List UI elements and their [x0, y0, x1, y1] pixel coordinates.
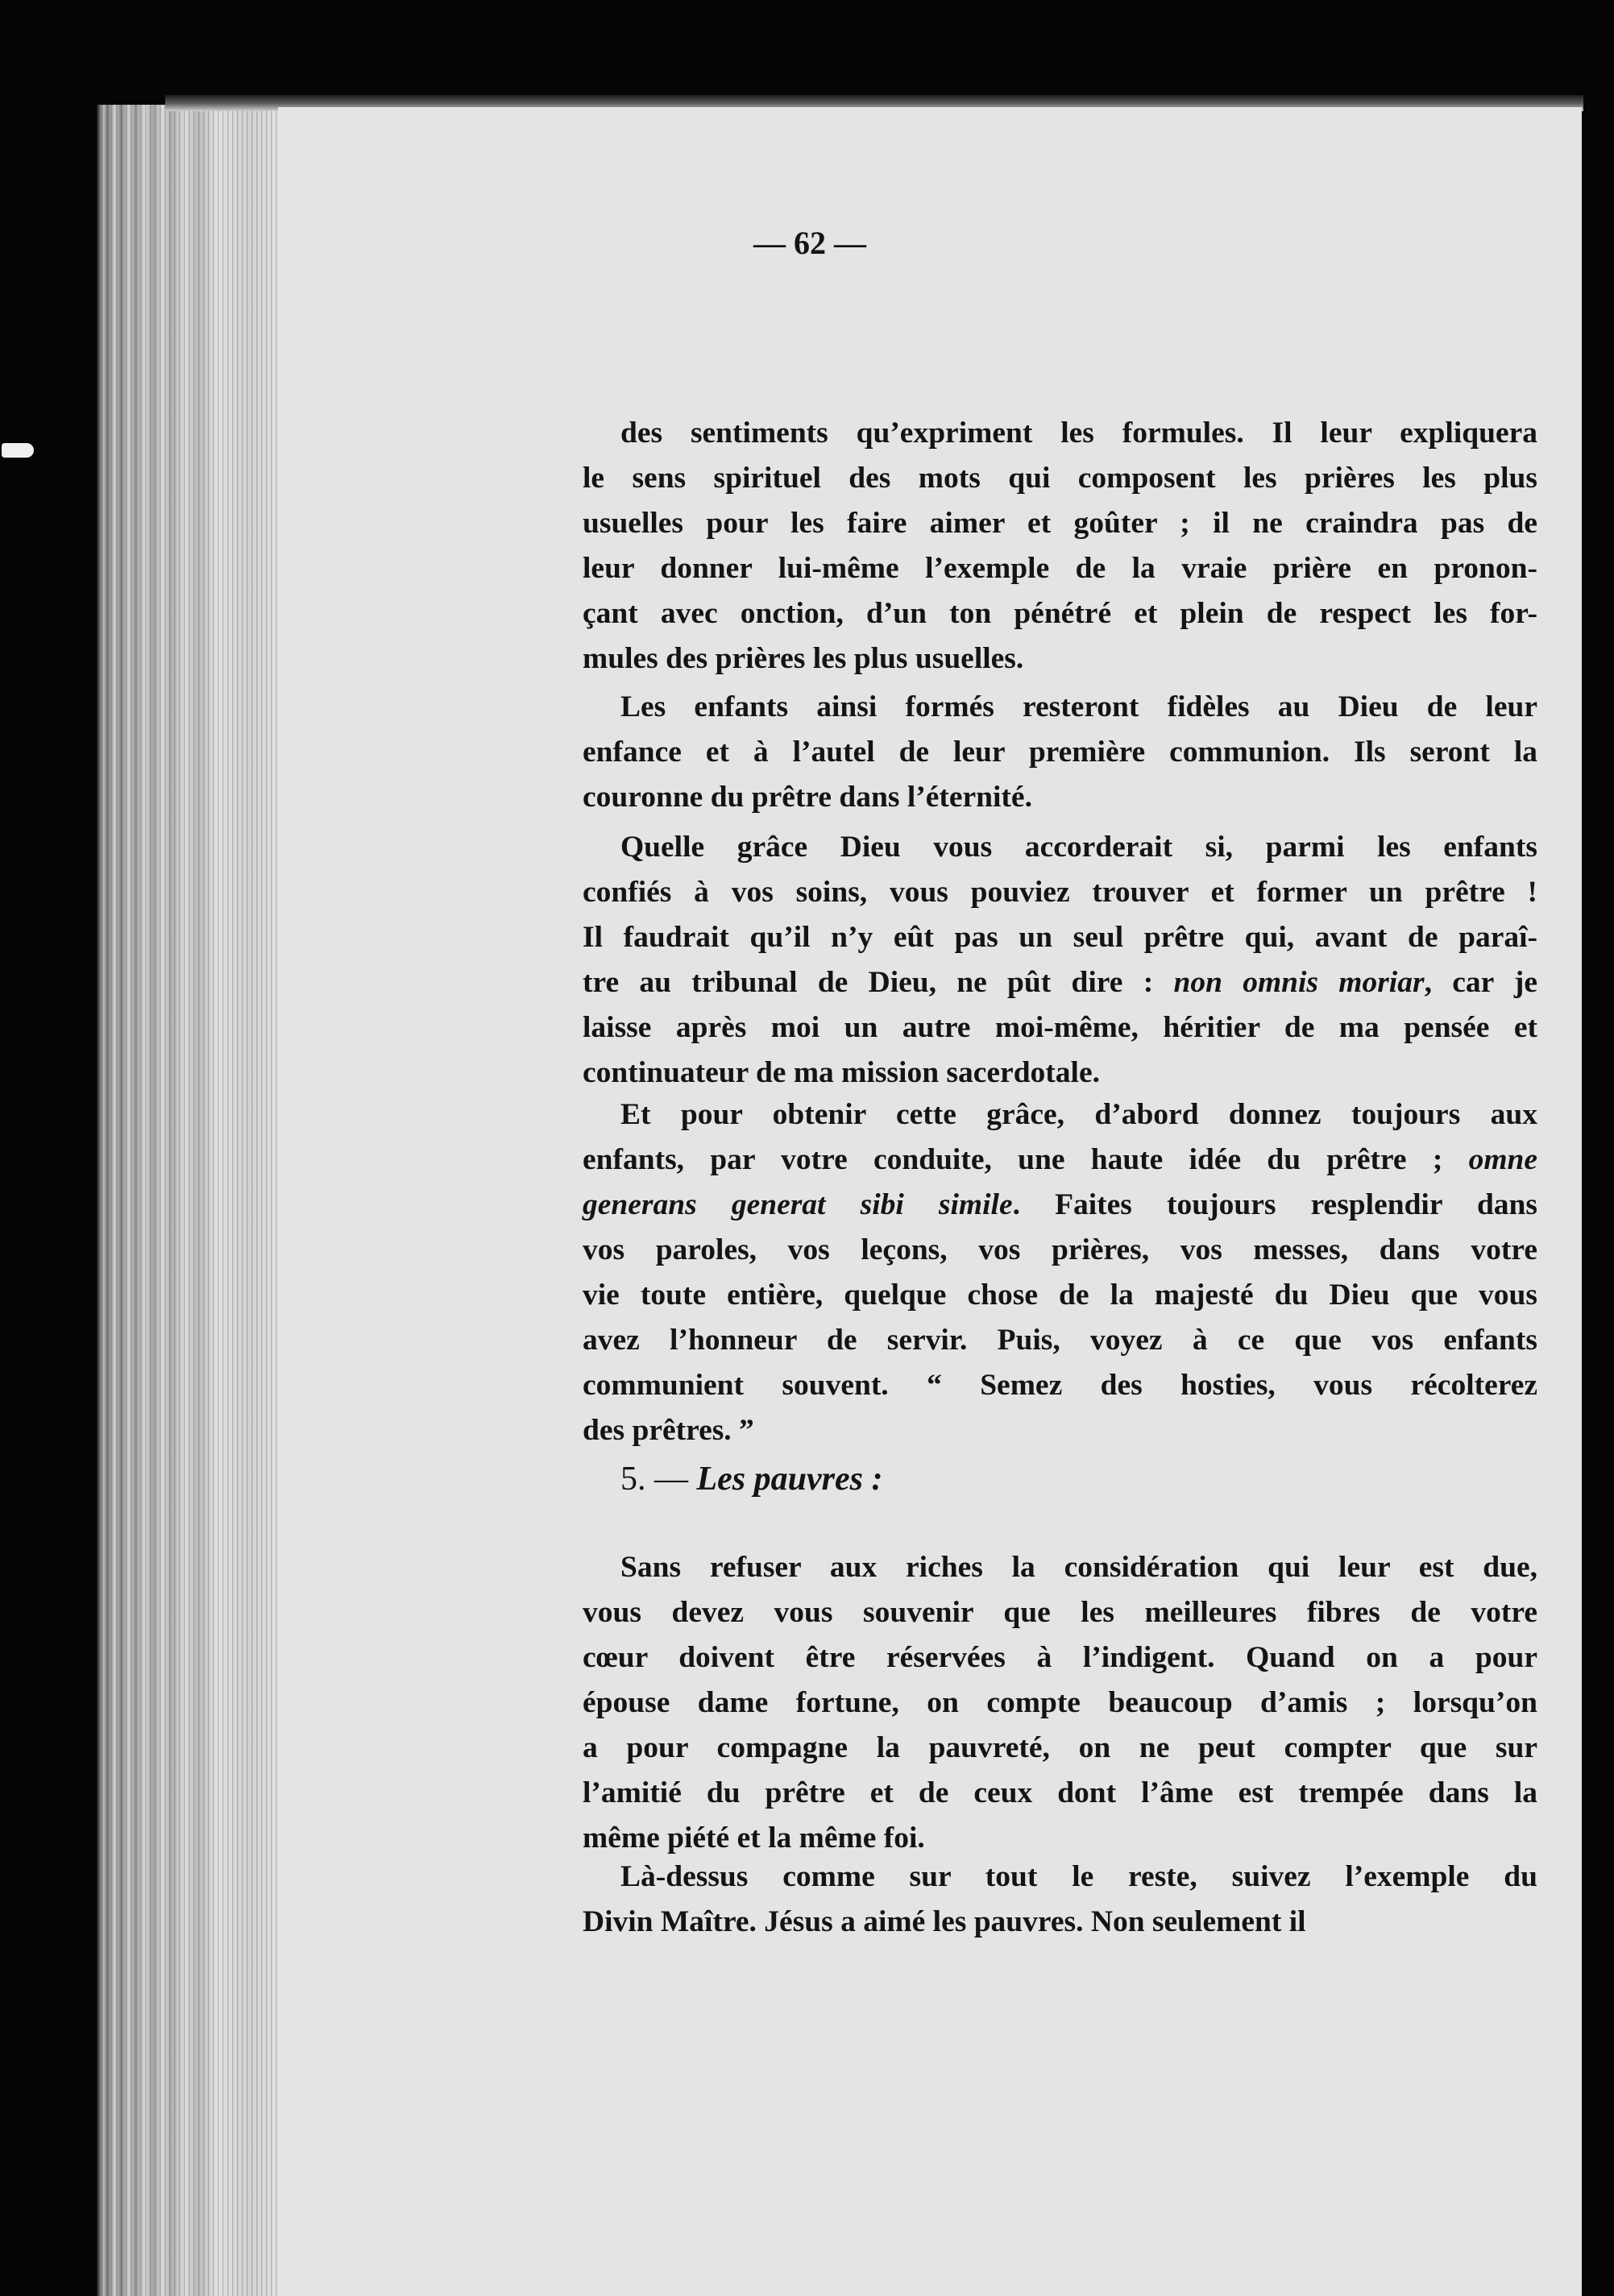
margin-marker: [2, 443, 34, 458]
text-line: çant avec onction, d’un ton pénétré et plein de respect les for-: [583, 597, 1537, 630]
text-line: mules des prières les plus usuelles.: [583, 642, 1024, 675]
paragraph-5: [583, 1545, 1537, 1861]
text-line: Les enfants ainsi formés resteront fidèles au Dieu de leur: [620, 690, 1537, 723]
text-line: generans generat sibi simile. Faites toujours resplendir dans: [583, 1188, 1537, 1221]
text-line: usuelles pour les faire aimer et goûter ; il ne craindra pas de: [583, 507, 1537, 540]
latin-phrase: omne: [1468, 1143, 1537, 1176]
text-line: des prêtres. ”: [583, 1414, 754, 1447]
text-line: vous devez vous souvenir que les meilleures fibres de votre: [583, 1596, 1537, 1629]
text-line: communient souvent. “ Semez des hosties, vous récolterez: [583, 1369, 1537, 1402]
paragraph-2: [583, 685, 1537, 820]
latin-phrase: generans generat sibi simile: [583, 1188, 1013, 1221]
text-line: épouse dame fortune, on compte beaucoup d’amis ; lorsqu’on: [583, 1686, 1537, 1719]
text-line: Là-dessus comme sur tout le reste, suivez l’exemple du: [620, 1860, 1537, 1893]
text-line: même piété et la même foi.: [583, 1821, 925, 1855]
text-line: laisse après moi un autre moi-même, héritier de ma pensée et: [583, 1011, 1537, 1044]
section-title: Les pauvres :: [696, 1461, 883, 1498]
paragraph-3: [583, 825, 1537, 1096]
text-line: des sentiments qu’expriment les formules. Il leur expliquera: [620, 417, 1537, 450]
section-heading: [620, 1460, 882, 1498]
paragraph-6: [583, 1855, 1537, 1945]
text-line: a pour compagne la pauvreté, on ne peut compter que sur: [583, 1731, 1537, 1764]
text-line: Et pour obtenir cette grâce, d’abord donnez toujours aux: [620, 1098, 1537, 1131]
text-line: le sens spirituel des mots qui composent les prières les plus: [583, 462, 1537, 495]
text-line: leur donner lui-même l’exemple de la vraie prière en pronon-: [583, 552, 1537, 585]
page-stack-edges: [97, 105, 282, 2296]
text-line: enfance et à l’autel de leur première communion. Ils seront la: [583, 736, 1537, 769]
latin-phrase: non omnis moriar: [1173, 966, 1425, 999]
page-number: — 62 —: [753, 225, 866, 261]
text-line: cœur doivent être réservées à l’indigent. Quand on a pour: [583, 1641, 1537, 1674]
text-line: continuateur de ma mission sacerdotale.: [583, 1056, 1100, 1089]
text-line: confiés à vos soins, vous pouviez trouver et former un prêtre !: [583, 876, 1537, 909]
text-line: l’amitié du prêtre et de ceux dont l’âme est trempée dans la: [583, 1776, 1537, 1809]
text-line: avez l’honneur de servir. Puis, voyez à ce que vos enfants: [583, 1324, 1537, 1357]
text-line: vie toute entière, quelque chose de la majesté du Dieu que vous: [583, 1279, 1537, 1312]
section-number: 5. —: [620, 1461, 688, 1498]
text-line: tre au tribunal de Dieu, ne pût dire : non omnis moriar, car je: [583, 966, 1537, 999]
text-line: Quelle grâce Dieu vous accorderait si, parmi les enfants: [620, 831, 1537, 864]
text-line: Divin Maître. Jésus a aimé les pauvres. Non seulement il: [583, 1905, 1306, 1938]
text-line: enfants, par votre conduite, une haute idée du prêtre ; omne: [583, 1143, 1537, 1176]
text-line: Sans refuser aux riches la considération qui leur est due,: [620, 1551, 1537, 1584]
text-line: vos paroles, vos leçons, vos prières, vos messes, dans votre: [583, 1233, 1537, 1266]
text-line: Il faudrait qu’il n’y eût pas un seul prêtre qui, avant de paraî-: [583, 921, 1537, 954]
paragraph-1: [583, 411, 1537, 682]
text-line: couronne du prêtre dans l’éternité.: [583, 781, 1032, 814]
paragraph-4: [583, 1092, 1537, 1453]
